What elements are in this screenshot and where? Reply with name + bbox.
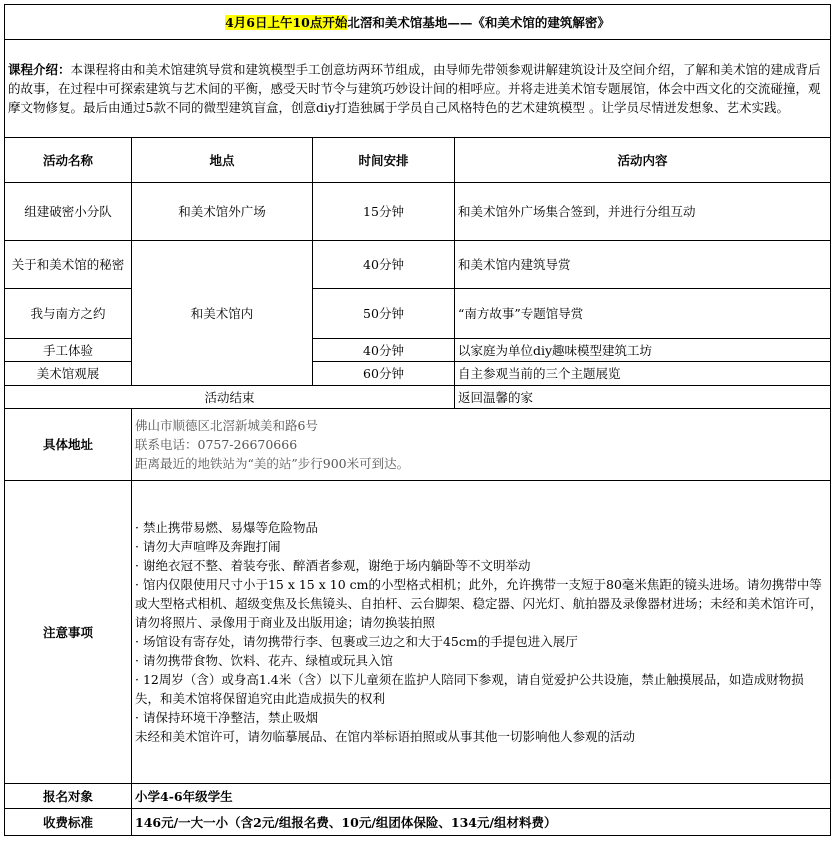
- list-item: · 请保持环境干净整洁，禁止吸烟: [135, 710, 318, 725]
- header-time: 时间安排: [313, 138, 455, 183]
- list-item: · 谢绝衣冠不整、着装夸张、醉酒者参观，谢绝于场内躺卧等不文明举动: [135, 558, 531, 573]
- activity-content: 和美术馆外广场集合签到，并进行分组互动: [455, 183, 831, 241]
- header-content: 活动内容: [455, 138, 831, 183]
- title-date-highlight: 4月6日上午10点开始: [225, 14, 348, 30]
- activity-content: 以家庭为单位diy趣味模型建筑工坊: [455, 339, 831, 362]
- audience-value: 小学4-6年级学生: [132, 784, 831, 809]
- address-phone: 联系电话：0757-26670666: [135, 437, 298, 452]
- header-activity-name: 活动名称: [5, 138, 132, 183]
- address-label: 具体地址: [5, 409, 132, 481]
- list-item: · 请勿携带食物、饮料、花卉、绿植或玩具入馆: [135, 653, 393, 668]
- notes-label: 注意事项: [5, 481, 132, 784]
- table-row: [5, 339, 831, 362]
- activity-name: 组建破密小分队: [5, 183, 132, 241]
- table-row: [5, 289, 831, 339]
- header-place: 地点: [132, 138, 313, 183]
- list-item: · 12周岁（含）或身高1.4米（含）以下儿童须在监护人陪同下参观，请自觉爱护公共设施，禁止触摸展品，如造成财物损失，和美术馆将保留追究由此造成损失的权利: [135, 672, 804, 706]
- audience-label: 报名对象: [5, 784, 132, 809]
- activity-name: 关于和美术馆的秘密: [5, 241, 132, 289]
- table-row: [5, 241, 831, 289]
- list-item: 未经和美术馆许可，请勿临摹展品、在馆内举标语拍照或从事其他一切影响他人参观的活动: [135, 729, 636, 744]
- fee-value: 146元/一大一小（含2元/组报名费、10元/组团体保险、134元/组材料费）: [132, 809, 831, 836]
- activity-time: 60分钟: [313, 362, 455, 386]
- activity-place: 和美术馆外广场: [132, 183, 313, 241]
- address-street: 佛山市顺德区北滘新城美和路6号: [135, 418, 318, 433]
- activity-name: 我与南方之约: [5, 289, 132, 339]
- table-row: [5, 183, 831, 241]
- course-intro: [5, 40, 831, 138]
- activity-time: 40分钟: [313, 339, 455, 362]
- activity-end-content: 返回温馨的家: [455, 386, 831, 409]
- page-title: [5, 5, 831, 40]
- activity-end-label: 活动结束: [5, 386, 455, 409]
- address-block: [132, 409, 831, 481]
- activity-time: 15分钟: [313, 183, 455, 241]
- activity-place: 和美术馆内: [132, 241, 313, 386]
- list-item: · 请勿大声喧哗及奔跑打闹: [135, 539, 281, 554]
- activity-content: 自主参观当前的三个主题展览: [455, 362, 831, 386]
- activity-name: 手工体验: [5, 339, 132, 362]
- list-item: · 禁止携带易燃、易爆等危险物品: [135, 520, 318, 535]
- table-row: [5, 386, 831, 409]
- course-intro-label: 课程介绍：: [8, 62, 71, 77]
- list-item: · 场馆设有寄存处，请勿携带行李、包裹或三边之和大于45cm的手提包进入展厅: [135, 634, 578, 649]
- activity-time: 40分钟: [313, 241, 455, 289]
- fee-row: [5, 809, 831, 836]
- fee-label: 收费标准: [5, 809, 132, 836]
- course-table: [4, 4, 831, 836]
- audience-row: [5, 784, 831, 809]
- activity-time: 50分钟: [313, 289, 455, 339]
- activity-content: “南方故事”专题馆导赏: [455, 289, 831, 339]
- activity-name: 美术馆观展: [5, 362, 132, 386]
- notes-list: [132, 481, 831, 784]
- title-text: 北滘和美术馆基地——《和美术馆的建筑解密》: [347, 14, 610, 30]
- table-row: [5, 362, 831, 386]
- course-intro-text: 本课程将由和美术馆建筑导赏和建筑模型手工创意坊两环节组成，由导师先带领参观讲解建筑设计及空间介绍，了解和美术馆的建成背后的故事，在过程中可探索建筑与艺术间的平衡，感受天时节令与建筑巧妙设计间的相呼应。并将走进美术馆专题展馆，体会中西文化的交流碰撞，观摩文物修复。最后由通过5款不同的微型建筑盲盒，创意diy打造独属于学员自己风格特色的艺术建筑模型 。让学员尽情迸发想象、艺术实践。: [8, 62, 821, 115]
- address-row: [5, 409, 831, 481]
- list-item: · 馆内仅限使用尺寸小于15 x 15 x 10 cm的小型格式相机；此外，允许携带一支短于80毫米焦距的镜头进场。请勿携带中等或大型格式相机、超级变焦及长焦镜头、自拍杆、云台脚架、稳定器、闪光灯、航拍器及录像器材进场；未经和美术馆许可，请勿将照片、录像用于商业及出版用途；请勿换装拍照: [135, 577, 823, 630]
- activity-content: 和美术馆内建筑导赏: [455, 241, 831, 289]
- notes-row: [5, 481, 831, 784]
- address-metro: 距离最近的地铁站为“美的站”步行900米可到达。: [135, 456, 410, 471]
